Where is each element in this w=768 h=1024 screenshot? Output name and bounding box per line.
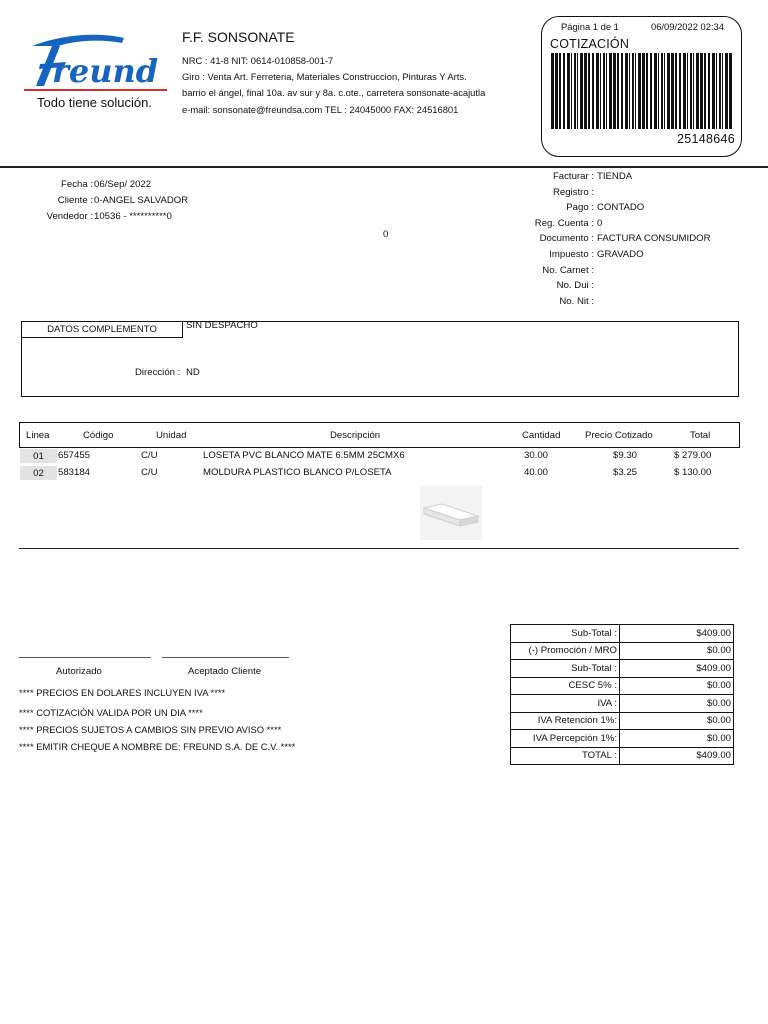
totals-label: Sub-Total :	[511, 660, 620, 678]
logo-tagline: Todo tiene solución.	[37, 95, 152, 110]
info-value: 10536 - **********0	[94, 211, 172, 222]
info-value: 06/Sep/ 2022	[94, 179, 152, 190]
barcode-bar	[621, 53, 623, 129]
document-title: COTIZACIÓN	[550, 37, 630, 51]
barcode-bar	[632, 53, 634, 129]
barcode-bar	[690, 53, 692, 129]
barcode-bar	[650, 53, 652, 129]
barcode-bar	[571, 53, 572, 129]
dispatch-status: SIN DESPACHO	[186, 320, 258, 331]
barcode-bar	[567, 53, 570, 129]
barcode-bar	[551, 53, 554, 129]
totals-row	[511, 642, 734, 660]
address-label: Dirección :	[135, 367, 181, 378]
totals-row	[511, 660, 734, 678]
barcode-bar	[603, 53, 605, 129]
freund-logo-graphic	[22, 30, 172, 118]
company-contact: e-mail: sonsonate@freundsa.com TEL : 24045000 FAX: 24516801	[182, 104, 459, 115]
note-item: **** PRECIOS EN DOLARES INCLUYEN IVA ****	[19, 687, 226, 698]
info-value: 0-ANGEL SALVADOR	[94, 195, 189, 206]
billing-label: Reg. Cuenta :	[534, 218, 594, 229]
barcode-bar	[577, 53, 578, 129]
totals-label: TOTAL :	[511, 747, 620, 765]
cell-linea: 02	[20, 466, 57, 480]
company-address: barrio el ángel, final 10a. av sur y 8a. c.ote., carretera sonsonate-acajutla	[182, 87, 486, 98]
totals-label: Sub-Total :	[511, 625, 620, 643]
document-id-box	[541, 16, 742, 157]
barcode-bar	[708, 53, 710, 129]
totals-value: $409.00	[620, 660, 734, 678]
cell-linea: 01	[20, 449, 57, 463]
barcode-bar	[667, 53, 670, 129]
billing-label: Impuesto :	[549, 249, 594, 260]
billing-label: No. Nit :	[559, 296, 594, 307]
document-number: 25148646	[676, 132, 735, 146]
barcode-bar	[625, 53, 628, 129]
billing-label: No. Carnet :	[542, 265, 594, 276]
totals-label: CESC 5% :	[511, 677, 620, 695]
header-divider	[0, 166, 768, 168]
billing-value: TIENDA	[597, 171, 633, 182]
totals-label: IVA :	[511, 695, 620, 713]
barcode-bar	[675, 53, 677, 129]
barcode-bar	[687, 53, 688, 129]
totals-value: $0.00	[620, 642, 734, 660]
billing-value: GRAVADO	[597, 249, 644, 260]
col-unidad: Unidad	[156, 430, 187, 441]
col-cantidad: Cantidad	[522, 430, 561, 441]
billing-label: Registro :	[552, 187, 594, 198]
barcode-bar	[596, 53, 599, 129]
totals-value: $409.00	[620, 625, 734, 643]
items-table-header	[19, 422, 740, 448]
cell-descripcion: MOLDURA PLASTICO BLANCO P/LOSETA	[203, 467, 392, 478]
complement-tab-label: DATOS COMPLEMENTO	[21, 321, 183, 338]
document-datetime: 06/09/2022 02:34	[651, 21, 724, 32]
col-linea: Linea	[26, 430, 50, 441]
barcode-bar	[671, 53, 674, 129]
table-bottom-rule	[19, 548, 739, 549]
cell-descripcion: LOSETA PVC BLANCO MATE 6.5MM 25CMX6	[203, 450, 405, 461]
billing-label: Documento :	[539, 233, 594, 244]
barcode-bar	[584, 53, 587, 129]
cell-unidad: C/U	[141, 467, 158, 478]
col-codigo: Código	[83, 430, 114, 441]
totals-row	[511, 747, 734, 765]
store-name: F.F. SONSONATE	[182, 29, 295, 45]
barcode-bar	[661, 53, 663, 129]
address-value: ND	[186, 367, 200, 378]
barcode-bar	[719, 53, 721, 129]
barcode-bar	[722, 53, 723, 129]
billing-label: Facturar :	[552, 171, 594, 182]
barcode-bar	[563, 53, 565, 129]
table-row	[19, 466, 740, 482]
barcode-bar	[725, 53, 728, 129]
barcode-bar	[609, 53, 612, 129]
barcode-bar	[613, 53, 616, 129]
barcode-bar	[712, 53, 715, 129]
logo-wordmark: reund	[52, 52, 159, 90]
barcode-bar	[693, 53, 694, 129]
table-row	[19, 449, 740, 465]
barcode-bar	[654, 53, 657, 129]
cell-codigo: 657455	[58, 450, 91, 461]
barcode-bar	[716, 53, 717, 129]
barcode-bar	[642, 53, 645, 129]
col-total: Total	[690, 430, 711, 441]
barcode	[551, 53, 734, 129]
totals-value: $0.00	[620, 677, 734, 695]
barcode-bar	[664, 53, 665, 129]
cell-precio: $3.25	[613, 467, 638, 478]
signature-label-client: Aceptado Cliente	[188, 666, 262, 677]
info-label: Vendedor :	[46, 211, 93, 222]
barcode-bar	[606, 53, 607, 129]
billing-label: No. Dui :	[556, 280, 594, 291]
barcode-bar	[592, 53, 594, 129]
company-business-line: Giro : Venta Art. Ferreteria, Materiales Construccion, Pinturas Y Arts.	[182, 71, 467, 82]
barcode-bar	[588, 53, 590, 129]
totals-value: $0.00	[620, 695, 734, 713]
barcode-bar	[729, 53, 732, 129]
cell-total: $ 279.00	[674, 450, 712, 461]
totals-value: $409.00	[620, 747, 734, 765]
totals-row	[511, 625, 734, 643]
totals-row	[511, 712, 734, 730]
totals-value: $0.00	[620, 730, 734, 748]
barcode-bar	[555, 53, 558, 129]
totals-label: (-) Promoción / MRO	[511, 642, 620, 660]
totals-row	[511, 730, 734, 748]
barcode-bar	[646, 53, 648, 129]
totals-label: IVA Retención 1%:	[511, 712, 620, 730]
cell-unidad: C/U	[141, 450, 158, 461]
barcode-bar	[635, 53, 636, 129]
product-image	[420, 486, 482, 540]
barcode-bar	[683, 53, 686, 129]
billing-value: CONTADO	[597, 202, 645, 213]
note-item: **** PRECIOS SUJETOS A CAMBIOS SIN PREVIO AVISO ****	[19, 724, 282, 735]
cell-total: $ 130.00	[674, 467, 712, 478]
billing-value: FACTURA CONSUMIDOR	[597, 233, 711, 244]
barcode-bar	[580, 53, 583, 129]
company-logo	[22, 30, 172, 118]
barcode-bar	[559, 53, 561, 129]
totals-value: $0.00	[620, 712, 734, 730]
info-label: Cliente :	[57, 195, 93, 206]
barcode-bar	[574, 53, 576, 129]
totals-row	[511, 695, 734, 713]
barcode-bar	[638, 53, 641, 129]
center-value: 0	[383, 229, 389, 240]
barcode-bar	[658, 53, 659, 129]
signature-line-client	[162, 657, 289, 658]
cell-precio: $9.30	[613, 450, 638, 461]
totals-row	[511, 677, 734, 695]
cell-cantidad: 30.00	[524, 450, 549, 461]
barcode-bar	[696, 53, 699, 129]
billing-value: 0	[597, 218, 603, 229]
note-item: **** COTIZACIÓN VALIDA POR UN DIA ****	[19, 707, 203, 718]
billing-label: Pago :	[566, 202, 594, 213]
totals-table	[510, 624, 734, 765]
col-descripcion: Descripción	[330, 430, 381, 441]
barcode-bar	[600, 53, 601, 129]
barcode-bar	[704, 53, 706, 129]
signature-line-authorized	[19, 657, 151, 658]
totals-label: IVA Percepción 1%:	[511, 730, 620, 748]
cell-codigo: 583184	[58, 467, 91, 478]
molding-product-icon	[420, 486, 482, 540]
barcode-bar	[617, 53, 619, 129]
signature-label-authorized: Autorizado	[56, 666, 102, 677]
barcode-bar	[679, 53, 681, 129]
info-label: Fecha :	[61, 179, 93, 190]
note-item: **** EMITIR CHEQUE A NOMBRE DE: FREUND S.A. DE C.V. ****	[19, 741, 296, 752]
barcode-bar	[629, 53, 630, 129]
col-precio: Precio Cotizado	[585, 430, 653, 441]
barcode-bar	[700, 53, 703, 129]
company-tax-ids: NRC : 41-8 NIT: 0614-010858-001-7	[182, 55, 334, 66]
page-indicator: Página 1 de 1	[561, 21, 619, 32]
cell-cantidad: 40.00	[524, 467, 549, 478]
